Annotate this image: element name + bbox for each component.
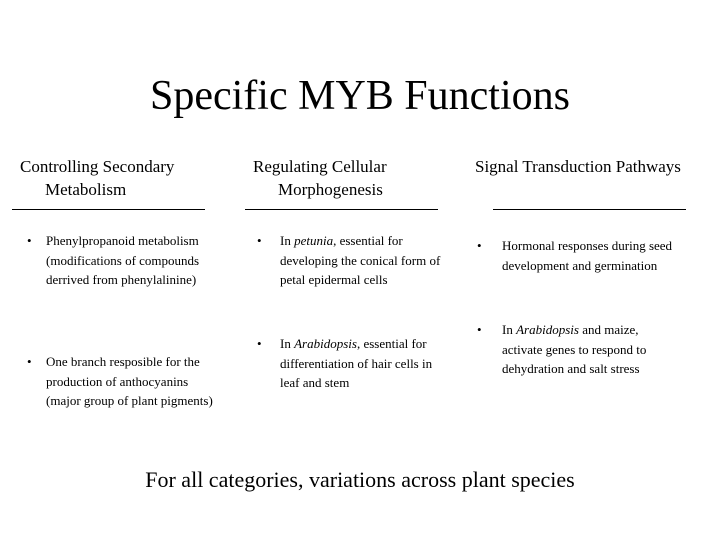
bullet-dot: • <box>257 233 262 248</box>
bullet-text: Phenylpropanoid metabolism (modifications of compounds derrived from phenylalinine) <box>46 233 200 287</box>
column-cellular-morphogenesis <box>253 155 443 201</box>
bullet-text: One branch resposible for the production of anthocyanins (major group of plant pigments) <box>46 354 213 408</box>
bullet-text: In Arabidopsis and maize, activate genes to respond to dehydration and salt stress <box>502 322 647 376</box>
slide-title: Specific MYB Functions <box>150 73 570 119</box>
column-heading: Controlling Secondary Metabolism <box>20 157 175 199</box>
bullet-dot: • <box>27 233 32 248</box>
footer-note: For all categories, variations across plant species <box>145 467 575 492</box>
column-signal-transduction <box>475 155 685 178</box>
bullet-dot: • <box>477 238 482 253</box>
column-secondary-metabolism <box>20 155 215 201</box>
column-divider <box>12 209 205 210</box>
bullet-text: In petunia, essential for developing the conical form of petal epidermal cells <box>280 233 441 287</box>
bullet-text: In Arabidopsis, essential for differentiation of hair cells in leaf and stem <box>280 336 433 390</box>
bullet-dot: • <box>257 336 262 351</box>
column-heading: Regulating Cellular Morphogenesis <box>253 157 387 199</box>
bullet-dot: • <box>477 322 482 337</box>
column-divider <box>493 209 686 210</box>
column-divider <box>245 209 438 210</box>
bullet-text: Hormonal responses during seed development and germination <box>502 238 673 273</box>
bullet-dot: • <box>27 354 32 369</box>
column-heading: Signal Transduction Pathways <box>475 157 681 176</box>
